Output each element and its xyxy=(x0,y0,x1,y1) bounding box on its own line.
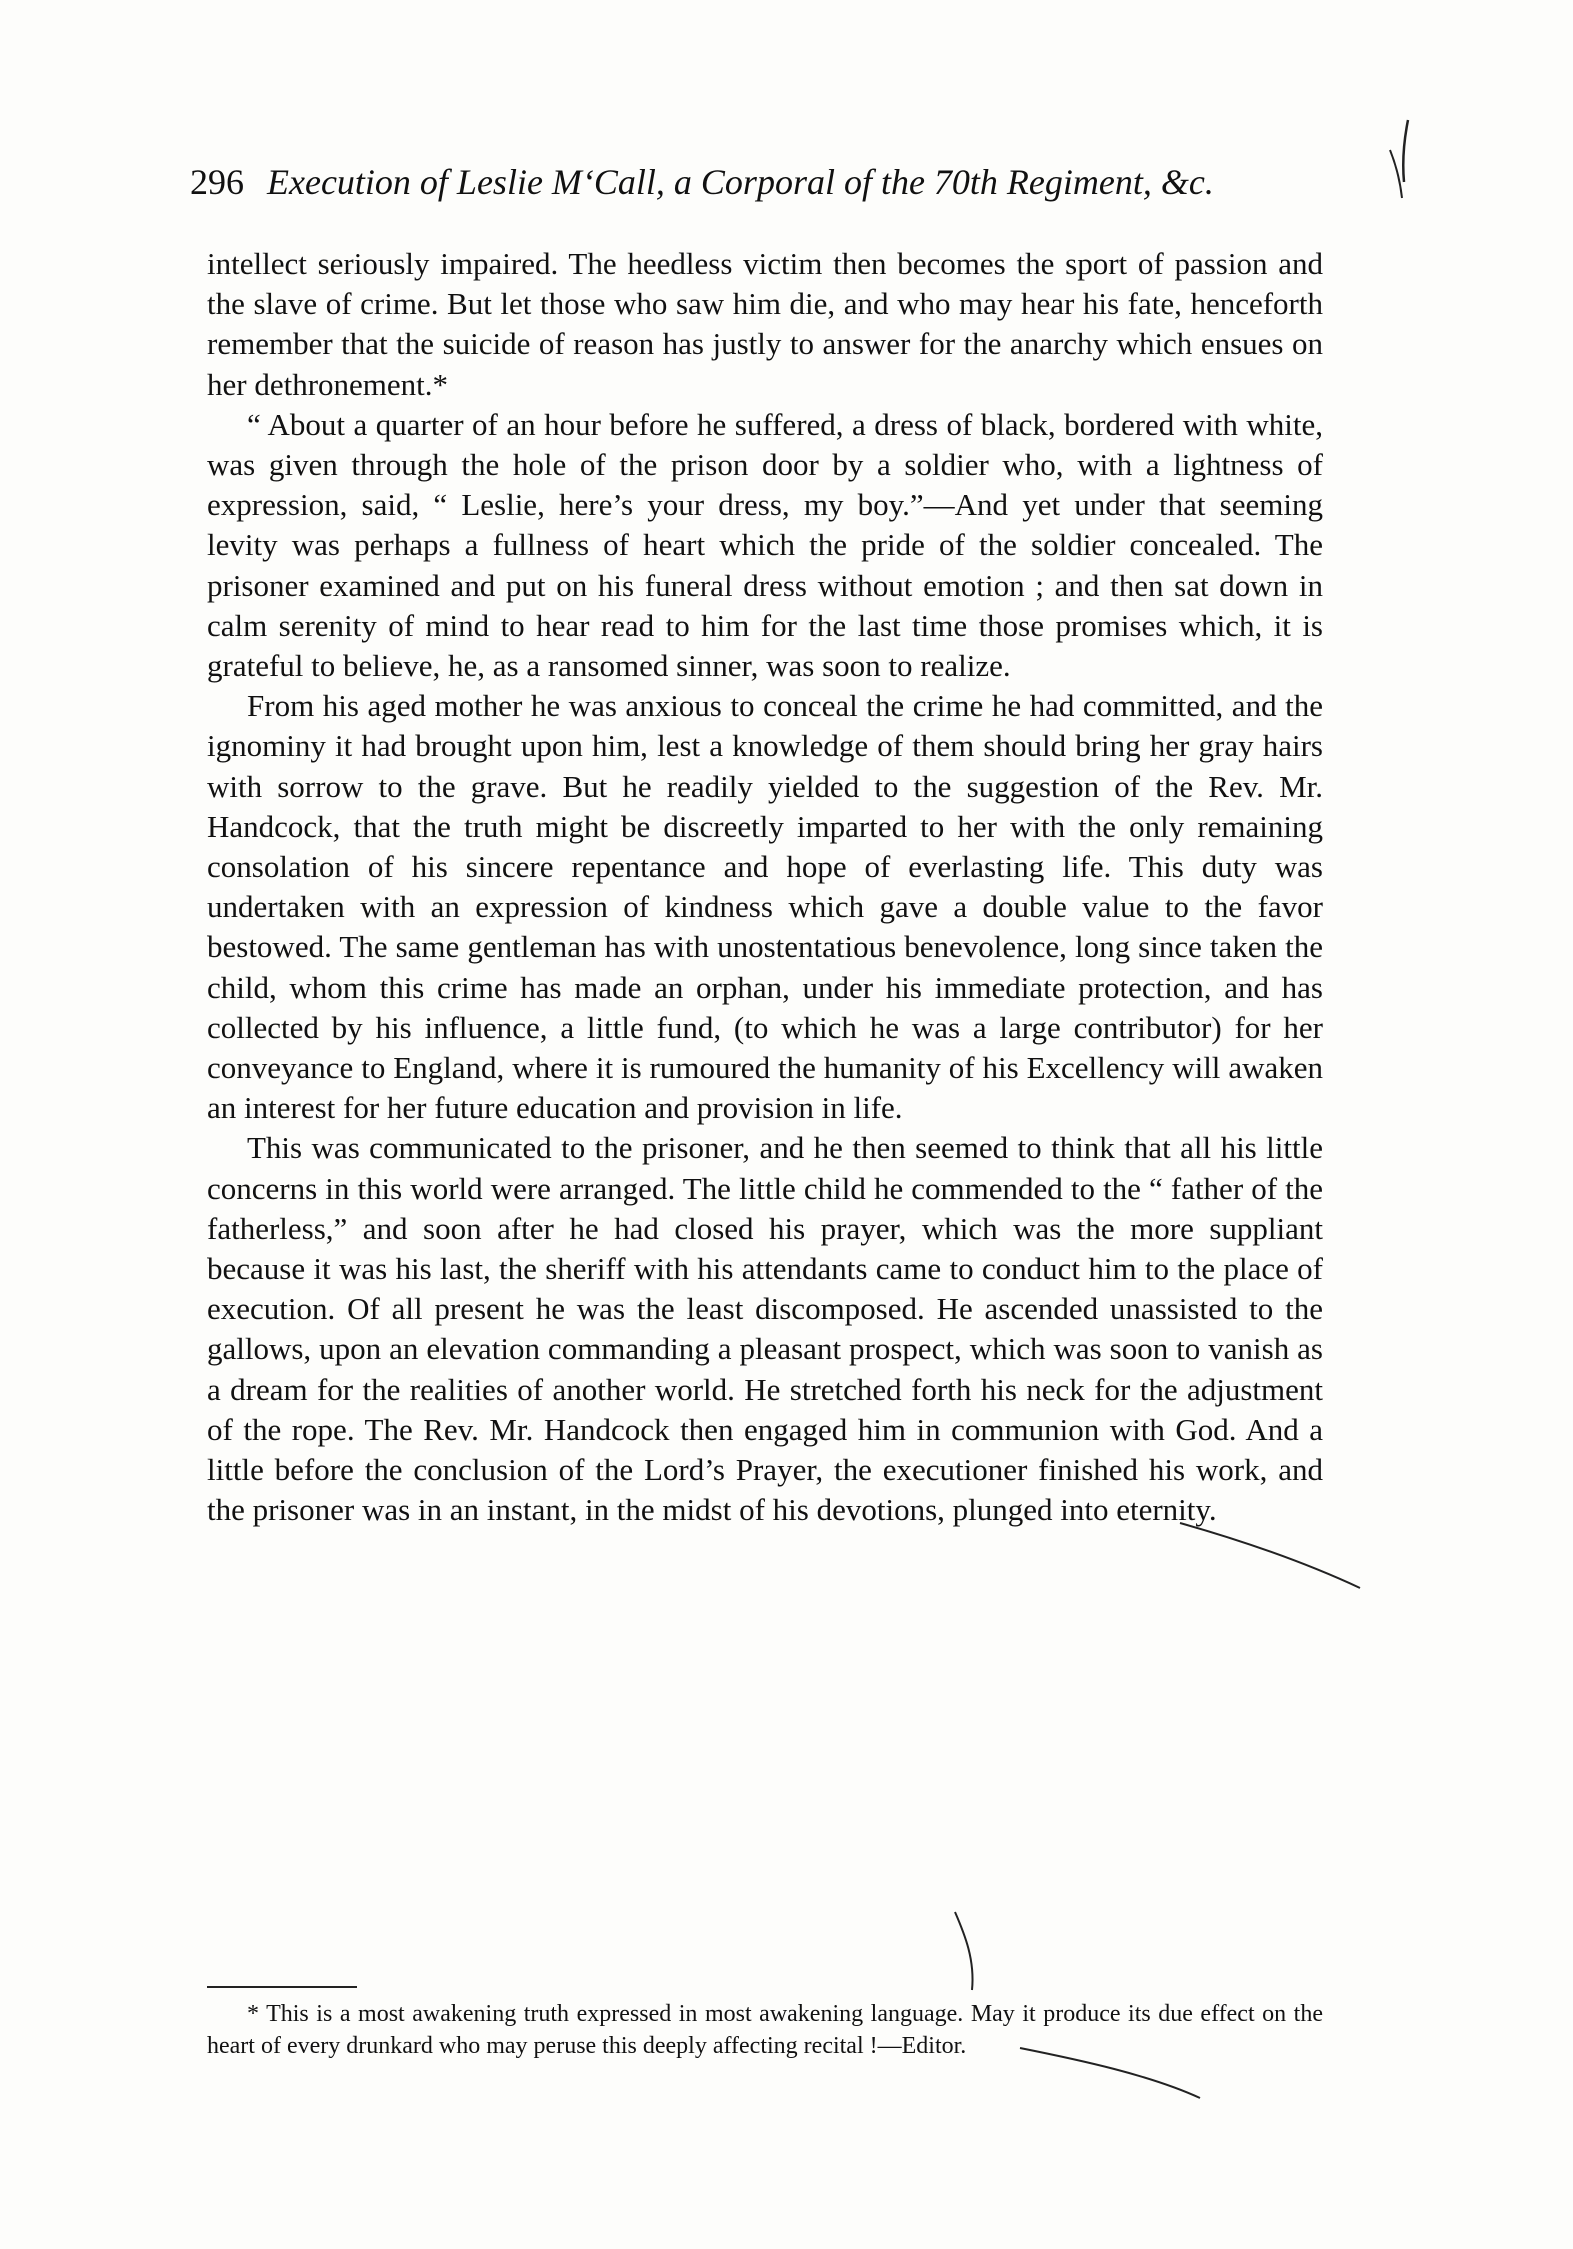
running-header xyxy=(190,160,1390,204)
paragraph-continued: intellect seriously impaired. The heedless victim then becomes the sport of passion and the slave of crime. But let those who saw him die, and who may hear his fate, henceforth remember that the suicide of reason has justly to answer for the anarchy which ensues on her dethronement.* xyxy=(207,246,1323,402)
paragraph: From his aged mother he was anxious to conceal the crime he had committed, and the ignominy it had brought upon him, lest a knowledge of them should bring her gray hairs with sorrow to the grave. But he readily yielded to the suggestion of the Rev. Mr. Handcock, that the truth might be discreetly imparted to her with the only remaining consolation of his sincere repentance and hope of everlasting life. This duty was undertaken with an expression of kindness which gave a double value to the favor bestowed. The same gentleman has with unostentatious benevolence, long since taken the child, whom this crime has made an orphan, under his immediate protection, and has collected by his influence, a little fund, (to which he was a large contributor) for her conveyance to England, where it is rumoured the humanity of his Excellency will awaken an interest for her future education and provision in life. xyxy=(207,688,1323,1126)
body-text xyxy=(207,244,1323,1531)
paragraph: This was communicated to the prisoner, and he then seemed to think that all his little concerns in this world were arranged. The little child he commended to the “ father of the fatherless,” and soon after he had closed his prayer, which was the more suppliant because it was his last, the sheriff with his attendants came to conduct him to the place of execution. Of all present he was the least discomposed. He ascended unassisted to the gallows, upon an elevation commanding a pleasant prospect, which was soon to vanish as a dream for the realities of another world. He stretched forth his neck for the adjustment of the rope. The Rev. Mr. Handcock then engaged him in communion with God. And a little before the conclusion of the Lord’s Prayer, the executioner finished his work, and the prisoner was in an instant, in the midst of his devotions, plunged into eternity. xyxy=(207,1130,1323,1528)
running-title: Execution of Leslie M‘Call, a Corporal of the 70th Regiment, &c. xyxy=(267,162,1214,202)
footnote-rule xyxy=(207,1986,357,1988)
footnote: * This is a most awakening truth expressed in most awakening language. May it produce its due effect on the heart of every drunkard who may peruse this deeply affecting recital !—Editor. xyxy=(207,2001,1323,2059)
paragraph: “ About a quarter of an hour before he suffered, a dress of black, bordered with white, was given through the hole of the prison door by a soldier who, with a lightness of expression, said, “ Leslie, here’s your dress, my boy.”—And yet under that seeming levity was perhaps a fullness of heart which the pride of the soldier concealed. The prisoner examined and put on his funeral dress without emotion ; and then sat down in calm serenity of mind to hear read to him for the last time those promises which, it is grateful to believe, he, as a ransomed sinner, was soon to realize. xyxy=(207,406,1323,684)
page-number: 296 xyxy=(190,162,244,202)
